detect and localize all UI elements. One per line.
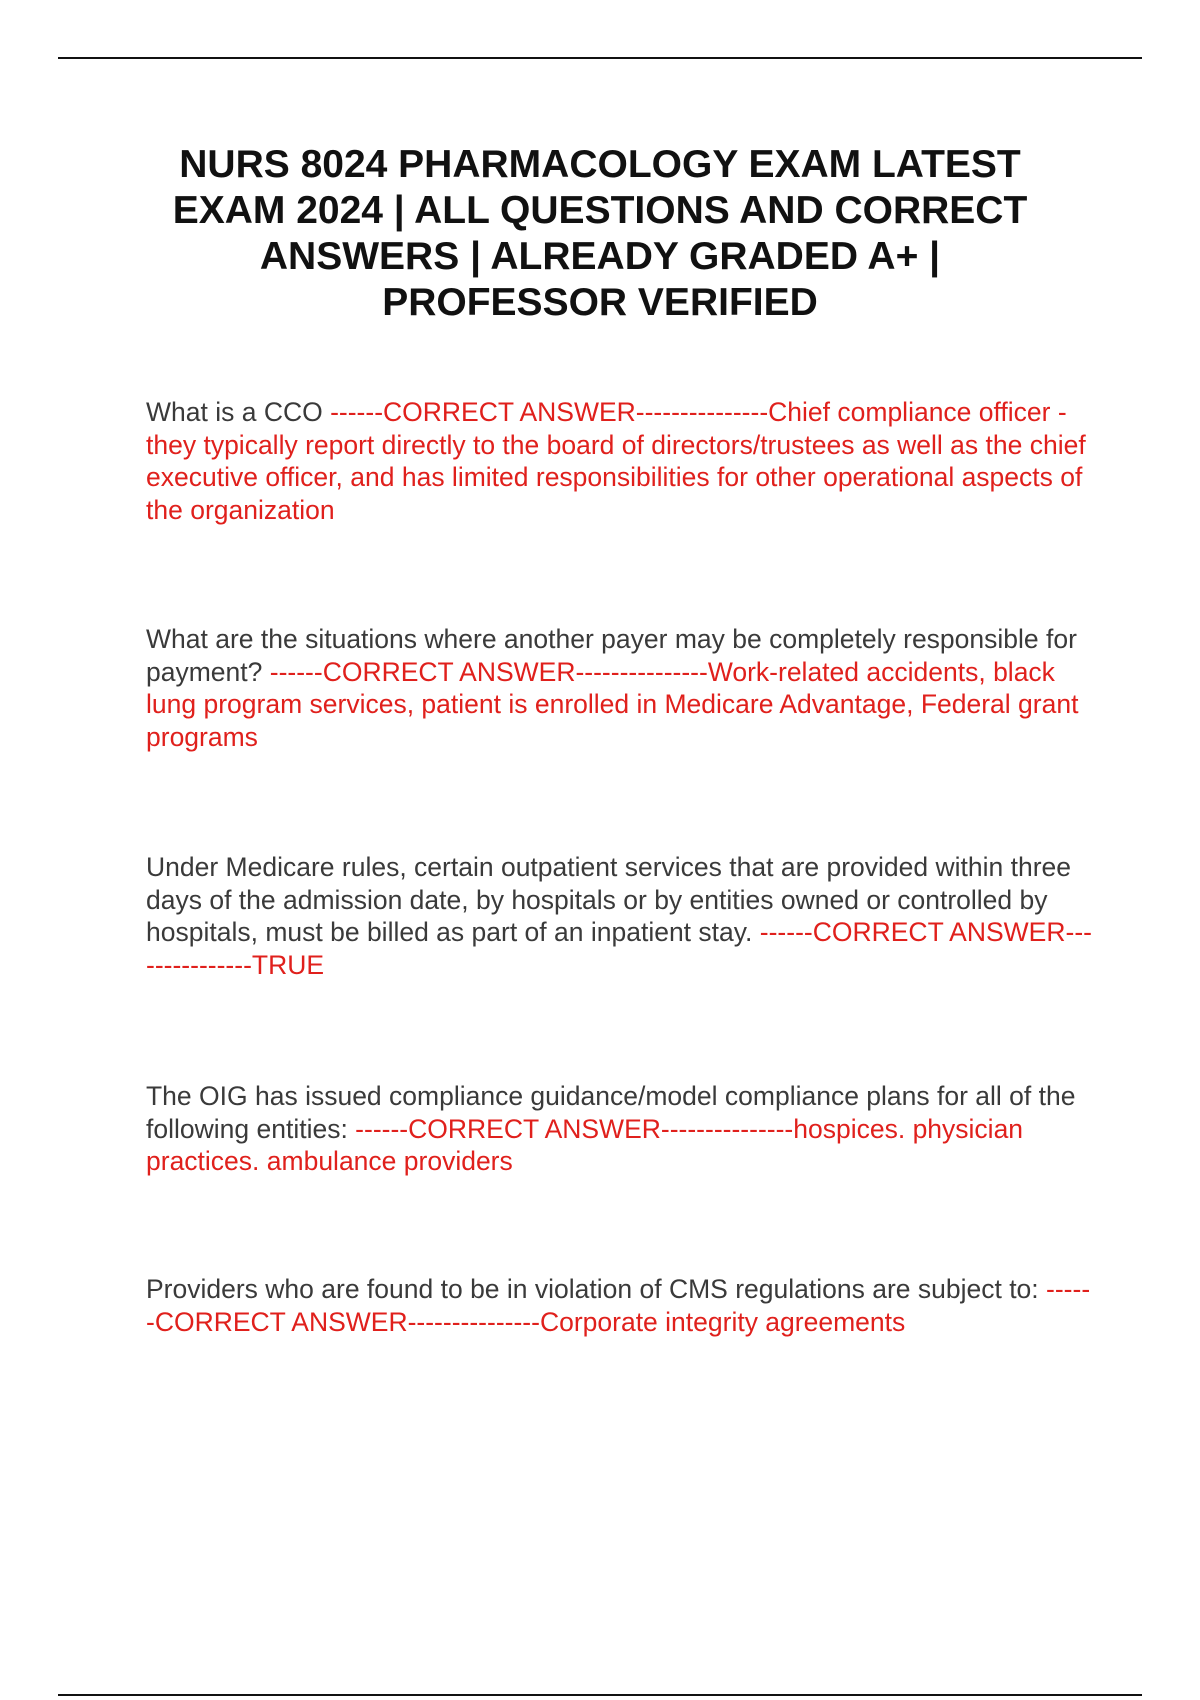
answer-text: ------CORRECT ANSWER---------------Chief compliance officer - they typically report directly to the board of directors/trustees as well as the chief executive officer, and has limited responsibilities for other operational aspects of the organization xyxy=(146,397,1086,525)
qa-item xyxy=(146,623,1098,753)
bottom-rule xyxy=(58,1694,1142,1696)
qa-item xyxy=(146,1080,1098,1178)
answer-text: ------CORRECT ANSWER---------------Work-related accidents, black lung program services, patient is enrolled in Medicare Advantage, Federal grant programs xyxy=(146,656,1079,752)
question-text: Under Medicare rules, certain outpatient services that are provided within three days of the admission date, by hospitals or by entities owned or controlled by hospitals, must be billed as part of an inpatient stay. xyxy=(146,852,1072,947)
question-text: What are the situations where another payer may be completely responsible for payment? xyxy=(146,624,1077,687)
question-text: Providers who are found to be in violation of CMS regulations are subject to: xyxy=(146,1274,1047,1304)
title-line: ANSWERS | ALREADY GRADED A+ | xyxy=(259,235,941,278)
question-text: The OIG has issued compliance guidance/model compliance plans for all of the following entities: xyxy=(146,1081,1076,1144)
answer-text: ------CORRECT ANSWER---------------TRUE xyxy=(146,917,1092,980)
top-rule xyxy=(58,57,1142,59)
qa-item xyxy=(146,1273,1098,1338)
title-line: PROFESSOR VERIFIED xyxy=(382,281,818,324)
title-line: NURS 8024 PHARMACOLOGY EXAM LATEST xyxy=(179,143,1021,186)
qa-item xyxy=(146,851,1098,981)
question-text: What is a CCO xyxy=(146,397,331,427)
title-line: EXAM 2024 | ALL QUESTIONS AND CORRECT xyxy=(172,189,1028,232)
qa-item xyxy=(146,396,1098,526)
answer-text: ------CORRECT ANSWER---------------hospices. physician practices. ambulance providers xyxy=(146,1113,1024,1176)
document-title xyxy=(100,142,1100,326)
answer-text: ------CORRECT ANSWER---------------Corporate integrity agreements xyxy=(146,1274,1091,1337)
